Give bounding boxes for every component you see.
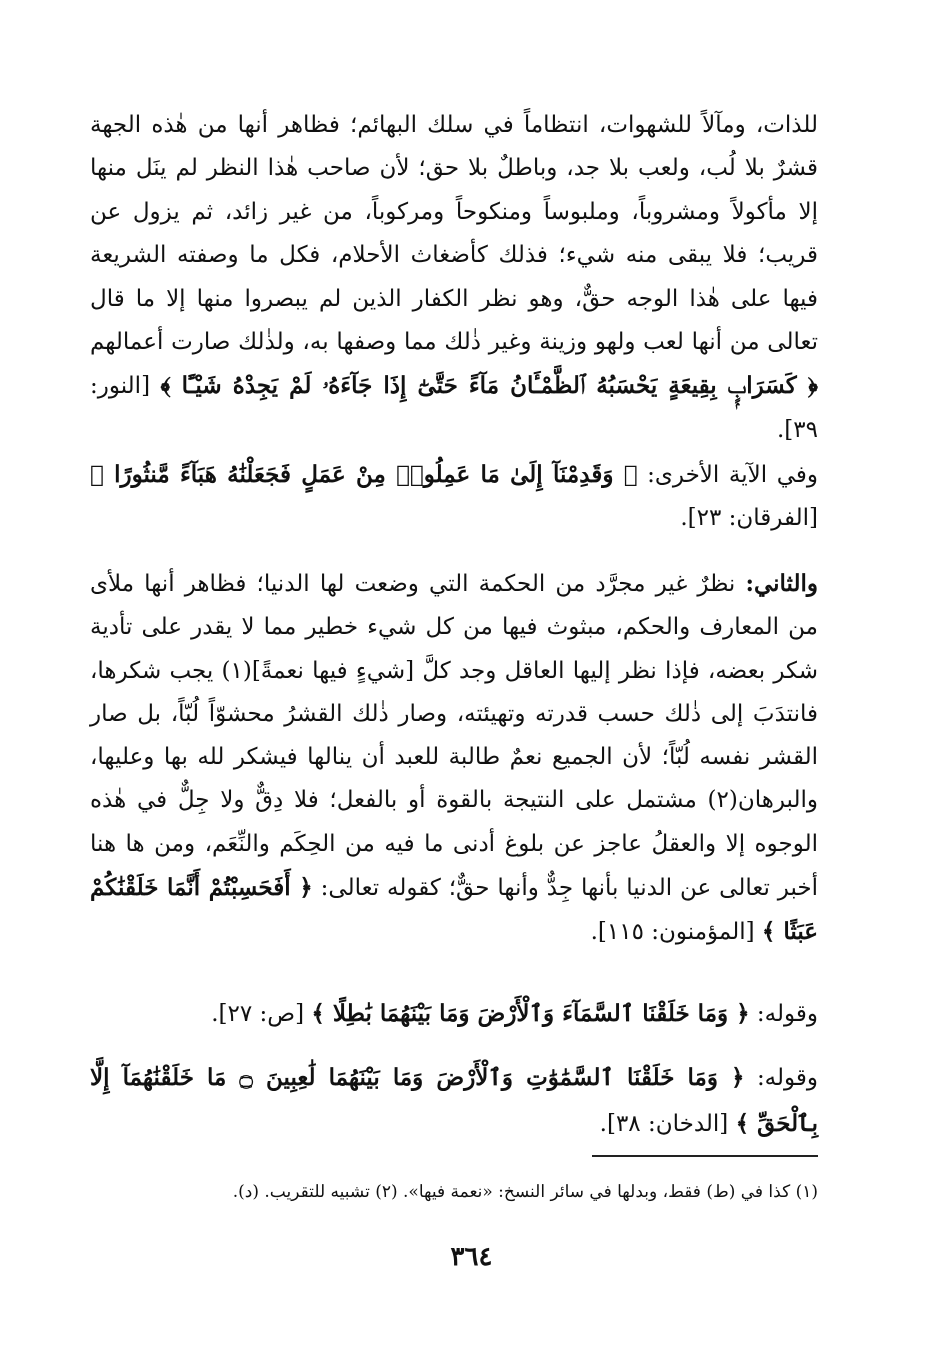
- paragraph-1: [90, 104, 818, 452]
- quran-verse-dukhan: ﴿ وَمَا خَلَقْنَا ٱلسَّمَٰوَٰتِ وَٱلْأَرْضَ وَمَا بَيْنَهُمَا لَٰعِبِينَ ۝ مَا خَلَقْنَٰهُمَآ إِلَّا بِٱلْحَقِّ ﴾: [90, 1064, 818, 1137]
- verse-reference-nur: [النور: ٣٩].: [90, 373, 818, 443]
- paragraph-4: [90, 994, 818, 1034]
- paragraph-3-text: نظرٌ غير مجرَّد من الحكمة التي وضعت لها الدنيا؛ فظاهر أنها ملأى من المعارف والحكم، مبثوث فيها من كل شيء خطير مما لا يقدر على تأدية شكر بعضه، فإذا نظر إليها العاقل وجد كلَّ [شيءٍ فيها نعمةً](١) يجب شكرها، فانتدَبَ إلى ذٰلك حسب قدرته وتهيئته، وصار ذٰلك القشرُ محشوّاً لُبّاً، بل صار القشر نفسه لُبّاً؛ لأن الجميع نعمٌ طالبة للعبد أن ينالها فيشكر لله بها وعليها، والبرهان(٢) مشتمل على النتيجة بالقوة أو بالفعل؛ فلا دِقٌّ ولا جِلٌّ في هٰذه الوجوه إلا والعقلُ عاجز عن بلوغ أدنى ما فيه من الحِكَم والنِّعَم، ومن ها هنا أخبر تعالى عن الدنيا بأنها جِدٌّ وأنها حقٌّ؛ كقوله تعالى:: [90, 571, 818, 902]
- quran-verse-nur: ﴿ كَسَرَابٍۭ بِقِيعَةٍ يَحْسَبُهُ ٱلظَّمْـَٔانُ مَآءً حَتَّىٰٓ إِذَا جَآءَهُۥ لَمْ يَجِدْهُ شَيْـًٔا ﴾: [160, 372, 818, 400]
- paragraph-5: [90, 1055, 818, 1147]
- page-number: ٣٦٤: [450, 1242, 493, 1272]
- quran-verse-muminun: ﴿ أَفَحَسِبْتُمْ أَنَّمَا خَلَقْنَٰكُمْ عَبَثًا ﴾: [90, 874, 818, 946]
- quran-verse-furqan: ﴿ وَقَدِمْنَآ إِلَىٰ مَا عَمِلُوا۟ مِنْ عَمَلٍ فَجَعَلْنَٰهُ هَبَآءً مَّنثُورًا ﴾: [90, 461, 638, 488]
- verse-reference-sad: [ص: ٢٧].: [211, 1001, 305, 1027]
- paragraph-5-text: وقوله:: [756, 1065, 819, 1091]
- verse-reference-dukhan: [الدخان: ٣٨].: [599, 1111, 729, 1137]
- quran-verse-sad: ﴿ وَمَا خَلَقْنَا ٱلسَّمَآءَ وَٱلْأَرْضَ وَمَا بَيْنَهُمَا بَٰطِلًا ﴾: [311, 1000, 750, 1027]
- footnotes: (١) كذا في (ط) فقط، وبدلها في سائر النسخ: «نعمة فيها». (٢) تشبيه للتقريب. (د).: [232, 1182, 818, 1202]
- paragraph-3-lead: والثاني:: [745, 570, 818, 597]
- paragraph-2: [90, 453, 818, 540]
- verse-reference-muminun: [المؤمنون: ١١٥].: [590, 919, 755, 946]
- footnote-divider: [592, 1155, 818, 1157]
- paragraph-4-text: وقوله:: [756, 1001, 818, 1027]
- paragraph-3: [90, 562, 818, 955]
- verse-reference-furqan: [الفرقان: ٢٣].: [680, 505, 818, 531]
- paragraph-2-text: وفي الآية الأخرى:: [647, 462, 818, 488]
- paragraph-1-text: للذات، ومآلاً للشهوات، انتظاماً في سلك البهائم؛ فظاهر أنها من هٰذه الجهة قشرٌ بلا لُب، ولعب بلا جد، وباطلٌ بلا حق؛ لأن صاحب هٰذا النظر لم ينَل منها إلا مأكولاً ومشروباً، وملبوساً ومنكوحاً ومركوباً، من غير زائد، ثم يزول عن قريب؛ فلا يبقى منه شيء؛ فذلك كأضغاث الأحلام، فكل ما وصفته الشريعة فيها على هٰذا الوجه حقٌّ، وهو نظر الكفار الذين لم يبصروا منها إلا ما قال تعالى من أنها لعب ولهو وزينة وغير ذٰلك مما وصفها به، ولذٰلك صارت أعمالهم: [90, 112, 818, 356]
